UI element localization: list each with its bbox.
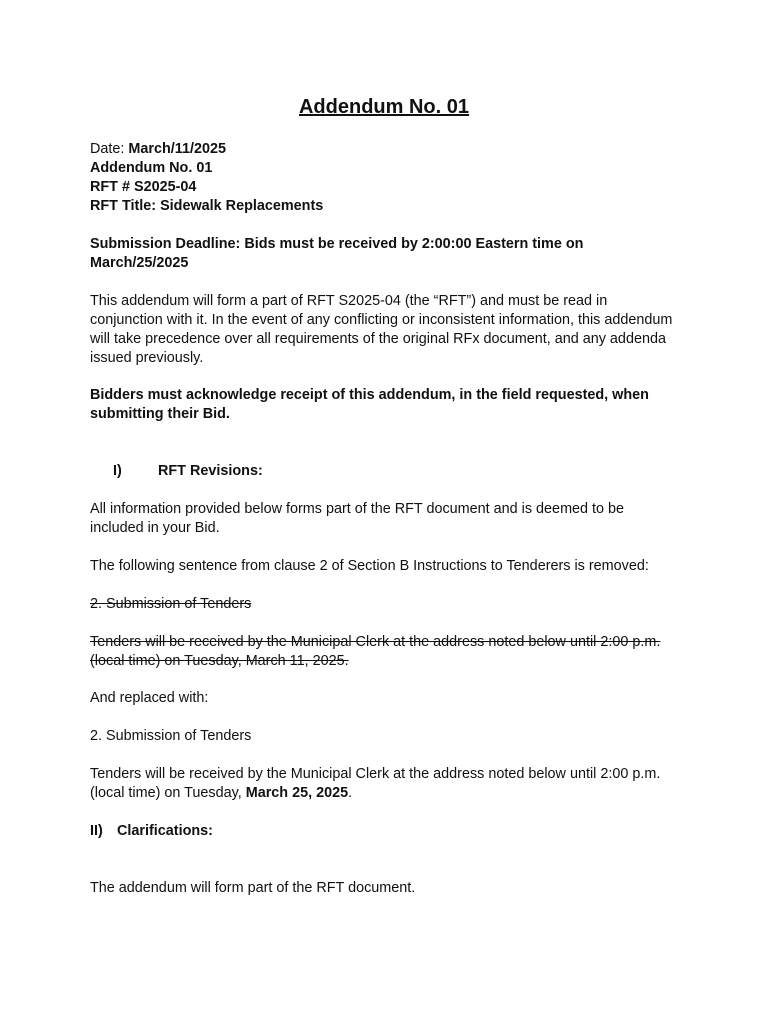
new-text [90,765,680,803]
header-block [90,140,680,216]
new-text-start: Tenders will be received by the Municipal Clerk at the address noted below until 2:00 p.m. (local time) on Tuesday, [90,766,661,801]
acknowledge-paragraph: Bidders must acknowledge receipt of this addendum, in the field requested, when submitting their Bid. [90,387,649,422]
section-clarifications-heading [90,822,213,841]
section-rft-revisions-heading [113,462,263,481]
removed-sentence-intro: The following sentence from clause 2 of Section B Instructions to Tenderers is removed: [90,558,649,574]
section-title: Clarifications: [117,823,213,839]
replaced-label: And replaced with: [90,690,209,706]
closing-paragraph: The addendum will form part of the RFT document. [90,880,416,896]
rft-number-line: RFT # S2025-04 [90,179,197,195]
submission-deadline: Submission Deadline: Bids must be received by 2:00:00 Eastern time on March/25/2025 [90,236,584,271]
document-title: Addendum No. 01 [298,96,469,118]
intro-paragraph: This addendum will form a part of RFT S2025-04 (the “RFT”) and must be read in conjunction with it. In the event of any conflicting or inconsistent information, this addendum will take precedence over all requirements of the original RFx document, and any addenda issued previously. [90,293,673,366]
date-label: Date: [90,141,129,157]
date-line [90,140,680,159]
section-title: RFT Revisions: [158,463,263,479]
new-heading: 2. Submission of Tenders [90,728,252,744]
section-number: II) [90,823,103,839]
new-date: March 25, 2025 [245,785,349,801]
section-number: I) [113,463,122,479]
revisions-paragraph: All information provided below forms part of the RFT document and is deemed to be included in your Bid. [90,501,625,536]
removed-heading: 2. Submission of Tenders [90,596,252,612]
date-value: March/11/2025 [128,141,227,157]
removed-text: Tenders will be received by the Municipal Clerk at the address noted below until 2:00 p.m. (local time) on Tuesday, March 11, 2025. [90,634,661,669]
rft-title-line: RFT Title: Sidewalk Replacements [90,198,324,214]
addendum-number-line: Addendum No. 01 [90,160,213,176]
new-text-end: . [348,785,353,801]
